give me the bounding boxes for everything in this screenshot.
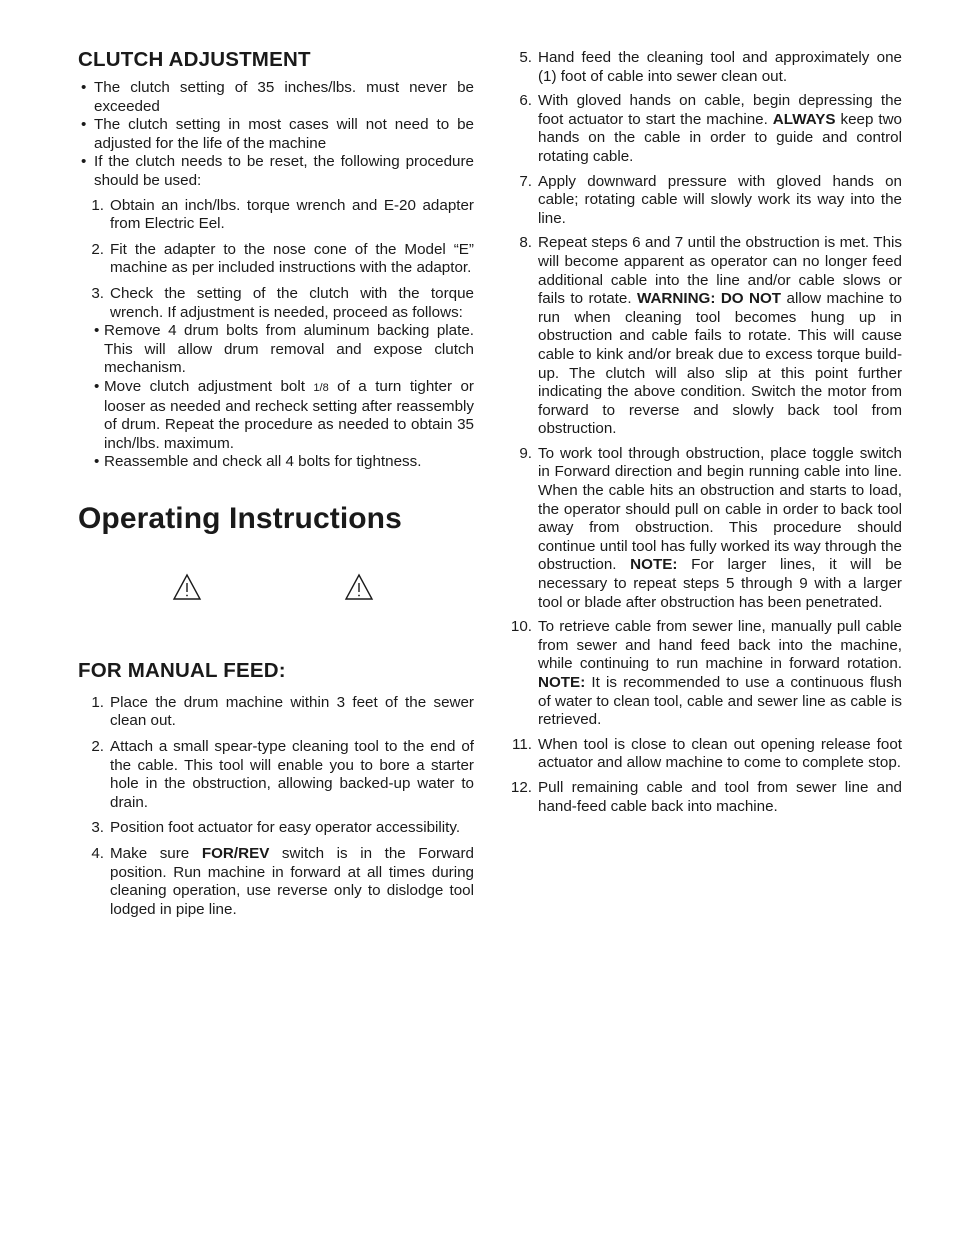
- manual-feed-heading: FOR MANUAL FEED:: [78, 658, 286, 682]
- list-item: [78, 738, 474, 812]
- clutch-sub-bullets: [78, 322, 474, 472]
- clutch-adjustment-heading: CLUTCH ADJUSTMENT: [78, 48, 311, 71]
- step-text: Position foot actuator for easy operator accessibility.: [110, 819, 461, 837]
- list-item: [506, 779, 902, 816]
- clutch-bullet: • If the clutch needs to be reset, the following procedure should be used:: [78, 153, 474, 190]
- clutch-bullet: • The clutch setting of 35 inches/lbs. must never be exceeded: [78, 79, 474, 116]
- sub-bullet: • Remove 4 drum bolts from aluminum backing plate. This will allow drum removal and expose clutch mechanism.: [78, 322, 474, 378]
- step-number: 2.: [91, 738, 104, 756]
- step-text: Repeat steps 6 and 7 until the obstruction is met. This will become apparent as operator can no longer feed additional cable into the line and/or cable slows or fails to rotate.: [538, 234, 902, 308]
- manual-feed-steps: [78, 694, 474, 920]
- list-item: [506, 618, 902, 730]
- step-text: Obtain an inch/lbs. torque wrench and E-20 adapter from Electric Eel.: [110, 196, 474, 233]
- step-text: Fit the adapter to the nose cone of the Model “E” machine as per included instructions with the adaptor.: [110, 240, 474, 277]
- step-emphasis: NOTE:: [630, 556, 678, 574]
- operating-instructions-heading: Operating Instructions: [78, 501, 402, 535]
- step-text: To retrieve cable from sewer line, manually pull cable from sewer and hand feed back into the machine, while continuing to run machine in forward rotation.: [538, 618, 902, 673]
- step-text: keep two hands on the cable in order to guide and control rotating cable.: [538, 110, 902, 165]
- list-item: [78, 241, 474, 278]
- step-number: 12.: [510, 778, 532, 796]
- clutch-steps: [78, 197, 474, 323]
- step-text: With gloved hands on cable, begin depressing the foot actuator to start the machine.: [538, 92, 902, 128]
- step-number: 7.: [519, 172, 532, 190]
- step-number: 2.: [91, 240, 104, 258]
- step-number: 3.: [91, 819, 104, 837]
- list-item: [506, 234, 902, 439]
- list-item: [506, 173, 902, 229]
- step-number: 1.: [91, 196, 104, 214]
- warning-triangle-icon: [344, 573, 374, 601]
- step-number: 3.: [91, 284, 104, 302]
- step-number: 10.: [510, 618, 532, 636]
- step-text: Apply downward pressure with gloved hands on cable; rotating cable will slowly work its way into the line.: [538, 172, 902, 227]
- step-number: 8.: [519, 234, 532, 252]
- step-number: 9.: [519, 444, 532, 462]
- step-emphasis: NOTE:: [538, 674, 586, 691]
- list-item: [78, 694, 474, 731]
- left-column: [78, 0, 474, 926]
- warning-icons-row: [78, 573, 474, 613]
- step-text: Check the setting of the clutch with the torque wrench. If adjustment is needed, proceed as follows:: [110, 284, 474, 321]
- list-item: [78, 285, 474, 322]
- step-text: Place the drum machine within 3 feet of the sewer clean out.: [110, 693, 474, 730]
- step-text: For larger lines, it will be necessary to repeat steps 5 through 9 with a larger tool or blade after obstruction has been penetrated.: [538, 556, 902, 611]
- step-number: 5.: [519, 49, 532, 66]
- step-text: Attach a small spear-type cleaning tool to the end of the cable. This tool will enable you to bore a starter hole in the obstruction, allowing backed-up water to drain.: [110, 738, 474, 811]
- step-text: Pull remaining cable and tool from sewer line and hand-feed cable back into machine.: [538, 778, 902, 815]
- sub-bullet: [78, 378, 474, 453]
- step-text: When tool is close to clean out opening release foot actuator and allow machine to come to complete stop.: [538, 735, 902, 772]
- step-text: To work tool through obstruction, place toggle switch in Forward direction and begin running cable into line. When the cable hits an obstruction and starts to load, the operator should pull on cable in order to back tool away from obstruction. This procedure should continue until tool has fully worked its way through the obstruction.: [538, 444, 902, 574]
- step-text: Hand feed the cleaning tool and approximately one (1) foot of cable into sewer clean out.: [538, 49, 902, 85]
- clutch-bullet: • The clutch setting in most cases will not need to be adjusted for the life of the machine: [78, 116, 474, 153]
- sub-bullet: • Reassemble and check all 4 bolts for tightness.: [78, 453, 474, 472]
- list-item: [506, 49, 902, 86]
- step-text: It is recommended to use a continuous flush of water to clean tool, cable and sewer line as cable is retrieved.: [538, 674, 902, 729]
- step-text: switch is in the Forward position. Run machine in forward at all times during cleaning operation, use reverse only to dislodge tool lodged in pipe line.: [110, 845, 474, 918]
- step-number: 4.: [91, 845, 104, 863]
- list-item: [78, 819, 474, 838]
- step-number: 6.: [519, 92, 532, 110]
- step-emphasis: ALWAYS: [772, 110, 836, 128]
- sub-bullet-text: of a turn tighter or looser as needed and recheck setting after reassembly of drum. Repeat the procedure as needed to obtain 35 inch/lbs. maximum.: [104, 377, 474, 452]
- list-item: [78, 197, 474, 234]
- right-column: [506, 0, 902, 822]
- list-item: [506, 92, 902, 166]
- step-emphasis: FOR/REV: [201, 845, 270, 863]
- warning-triangle-icon: [172, 573, 202, 601]
- step-number: 11.: [512, 735, 532, 753]
- list-item: [506, 445, 902, 612]
- step-number: 1.: [91, 693, 104, 711]
- step-text: Make sure: [110, 845, 202, 863]
- clutch-bullet-list: [78, 79, 474, 191]
- list-item: [506, 736, 902, 773]
- fraction: 1/8: [313, 381, 329, 394]
- sub-bullet-text: Move clutch adjustment bolt: [104, 377, 314, 395]
- step-emphasis: WARNING: DO NOT: [636, 290, 782, 308]
- operating-steps: [506, 49, 902, 816]
- step-text: allow machine to run when cleaning tool becomes hung up in obstruction and cable fails to rotate. This will cause cable to kink and/or break due to excess torque build-up. The clutch will also slip at this point further indicating the above condition. Switch the motor from forward to reverse and slowly back tool from obstruction.: [538, 290, 903, 438]
- list-item: [78, 845, 474, 919]
